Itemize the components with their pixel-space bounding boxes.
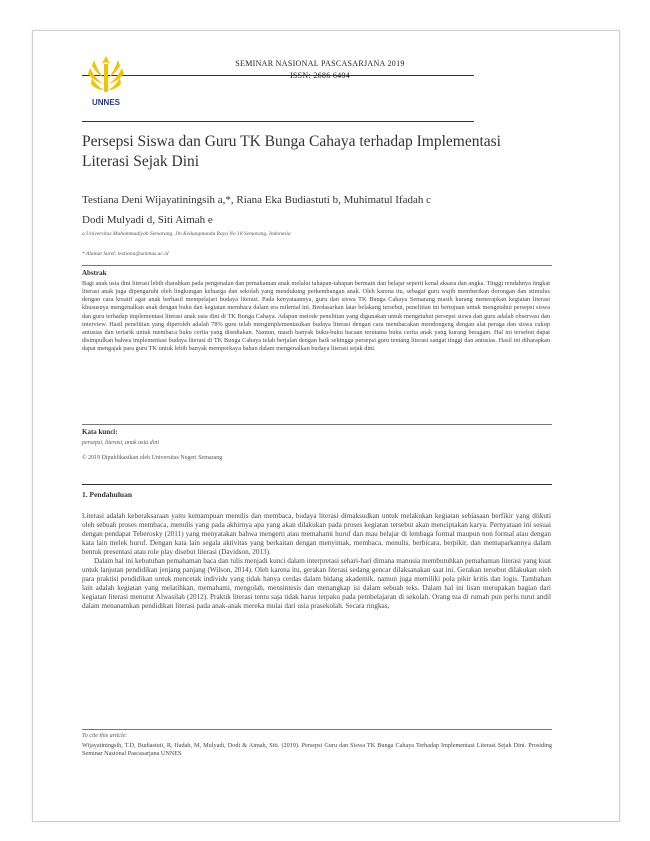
abstract-heading: Abstrak bbox=[82, 269, 107, 277]
university-logo bbox=[84, 50, 128, 110]
citation-heading: To cite this article: bbox=[82, 733, 128, 739]
unnes-logo-icon bbox=[84, 50, 128, 110]
introduction-body bbox=[82, 512, 551, 610]
paper-title: Persepsi Siswa dan Guru TK Bunga Cahaya terhadap Implementasi Literasi Sejak Dini bbox=[82, 133, 501, 170]
section-heading-introduction: 1. Pendahuluan bbox=[82, 490, 133, 499]
keywords-heading: Kata kunci: bbox=[82, 428, 118, 436]
copyright-notice: © 2019 Dipublikasikan oleh Universitas Negeri Semarang bbox=[82, 455, 223, 461]
conference-header bbox=[200, 58, 440, 82]
abstract-text: Bagi anak usia dini literasi lebih diarahkan pada pengenalan dan pemahaman anak melalui tahapan-tahapan bermain dan belajar seperti kenal aksara dan angka. Tinggi rendahnya tingkat literasi anak juga dipengaruhi oleh lingkungan keluarga dan sekolah yang mendukung perkembangan anak. Oleh karena itu, sebagai guru wajib memberikan dorongan dan stimulus dengan cara kreatif agar anak berhasil mempelajari budaya literasi. Pada kenyataannya, guru dan siswa TK Bunga Cahaya Semarang masih kurang menerapkan kegiatan literasi khususnya mengenalkan anak dengan buku dan kegiatan membaca dalam era milenial ini. Berdasarkan latar belakang tersebut, penelitian ini bertujuan untuk mengetahui persepsi siswa dan guru terhadap implementasi literasi anak usia dini di TK Bunga Cahaya. Adapun metode penelitian yang digunakan untuk mengetahui persepsi siswa dan guru adalah observasi dan interview. Hasil penelitian yang diperoleh adalah 78% guru telah mengimplementasikan budaya literasi dengan cara membacakan mendongeng dengan alat peraga dan siswa cukup antusias dan tertarik untuk membaca buku cerita yang disediakan. Namun, masih banyak buku-buku bacaan terutama buku cerita anak yang kurang beragam. Hal ini tersebut dapat disimpulkan bahwa implementasi budaya literasi di TK Bunga Cahaya telah berjalan dengan baik sehingga persepsi guru tentang literasi sangat tinggi dan antusias. Hasil ini diharapkan dapat mengajak para guru TK untuk lebih banyak memperkaya bahan dalam mengenalkan budaya literasi sejak dini. bbox=[82, 280, 550, 353]
conference-issn: ISSN: 2686 6404 bbox=[289, 71, 351, 80]
section-rule bbox=[82, 484, 552, 485]
author-list bbox=[82, 190, 552, 230]
intro-paragraph-1: Literasi adalah keberaksaraan yaitu kemampuan menulis dan membaca, budaya literasi dimaksudkan untuk melakukan kegiatan sebiasaan berfikir yang diikuti oleh sebuah proses membaca, menulis yang pada akhirnya apa yang akan dilakukan pada proses kegiatan tersebut akan menciptakan karya. Pernyataan ini sesuai dengan pendapat Teberosky (2011) yang menyatakan bahwa mengerti atau memahami huruf dan mau belajar di lembaga formal maupun non formal atau dengan kata lain melek huruf. Dengan kata lain segala aktivitas yang berkaitan dengan menyimak, membaca, menulis, berbicara, berpikir, dan memaparkannya dalam bentuk presentasi atau role play disebut literasi (Davidson, 2013). bbox=[82, 512, 551, 556]
footnote-rule bbox=[82, 729, 552, 730]
logo-text: UNNES bbox=[91, 98, 121, 107]
header-rule-bottom bbox=[82, 121, 474, 122]
authors-line-2: Dodi Mulyadi d, Siti Aimah e bbox=[82, 214, 213, 226]
keywords-text: persepsi, literasi, anak usia dini bbox=[82, 440, 159, 446]
keywords-rule bbox=[82, 424, 552, 425]
authors-line-1: Testiana Deni Wijayatiningsih a,*, Riana Eka Budiastuti b, Muhimatul Ifadah c bbox=[82, 194, 431, 206]
intro-paragraph-2: Dalam hal ini kebutuhan pemahaman baca dan tulis menjadi kunci dalam interpretasi sehari-hari dimana manusia membutuhkan pemahaman literasi yang kuat untuk lanjutan pendidikan jenjang panjang (Wilson, 2014). Oleh karena itu, gerakan literasi sedang gencar dilaksanakan saat ini. Gerakan tersebut dilakukan oleh para praktisi pendidikan untuk mencetak individu yang tidak hanya cerdas dalam bidang akademik, namun juga memiliki pola pikir kritis dan logis. Tambahan lain adalah kegiatan yang melatihkan, memahami, mengolah, mensintesis dan menangkap isi dalam sebuah teks. Dalam hal ini lisan merupakan bagian dari kegiatan literasi menurut Alwasilah (2012). Praktik literasi tentu saja tidak harus terpaku pada pembelajaran di sekolah. Orang tua di rumah pun perlu turut andil dalam menanamkan pendidikan literasi pada anak-anak mereka mulai dari usia prasekolah. Secara ringkas, bbox=[82, 556, 551, 610]
citation-text: Wijayatiningsih, T.D, Budiastuti, R, Ifadah, M, Mulyadi, Dodi & Aimah, Siti. (2019). Persepsi Guru dan Siswa TK Bunga Cahaya Terhadap Implementasi Literasi Sejak Dini. Prosiding Seminar Nasional Pascasarjana UNNES bbox=[82, 742, 552, 757]
abstract-top-rule bbox=[82, 265, 552, 266]
corresponding-email: * Alamat Surel: testiana@unimus.ac.id bbox=[82, 251, 169, 257]
affiliation: a Universitas Muhammadiyah Semarang, Jln Kedungmundu Raya No 18 Semarang, Indonesia bbox=[82, 231, 291, 237]
conference-name: SEMINAR NASIONAL PASCASARJANA 2019 bbox=[235, 59, 405, 68]
